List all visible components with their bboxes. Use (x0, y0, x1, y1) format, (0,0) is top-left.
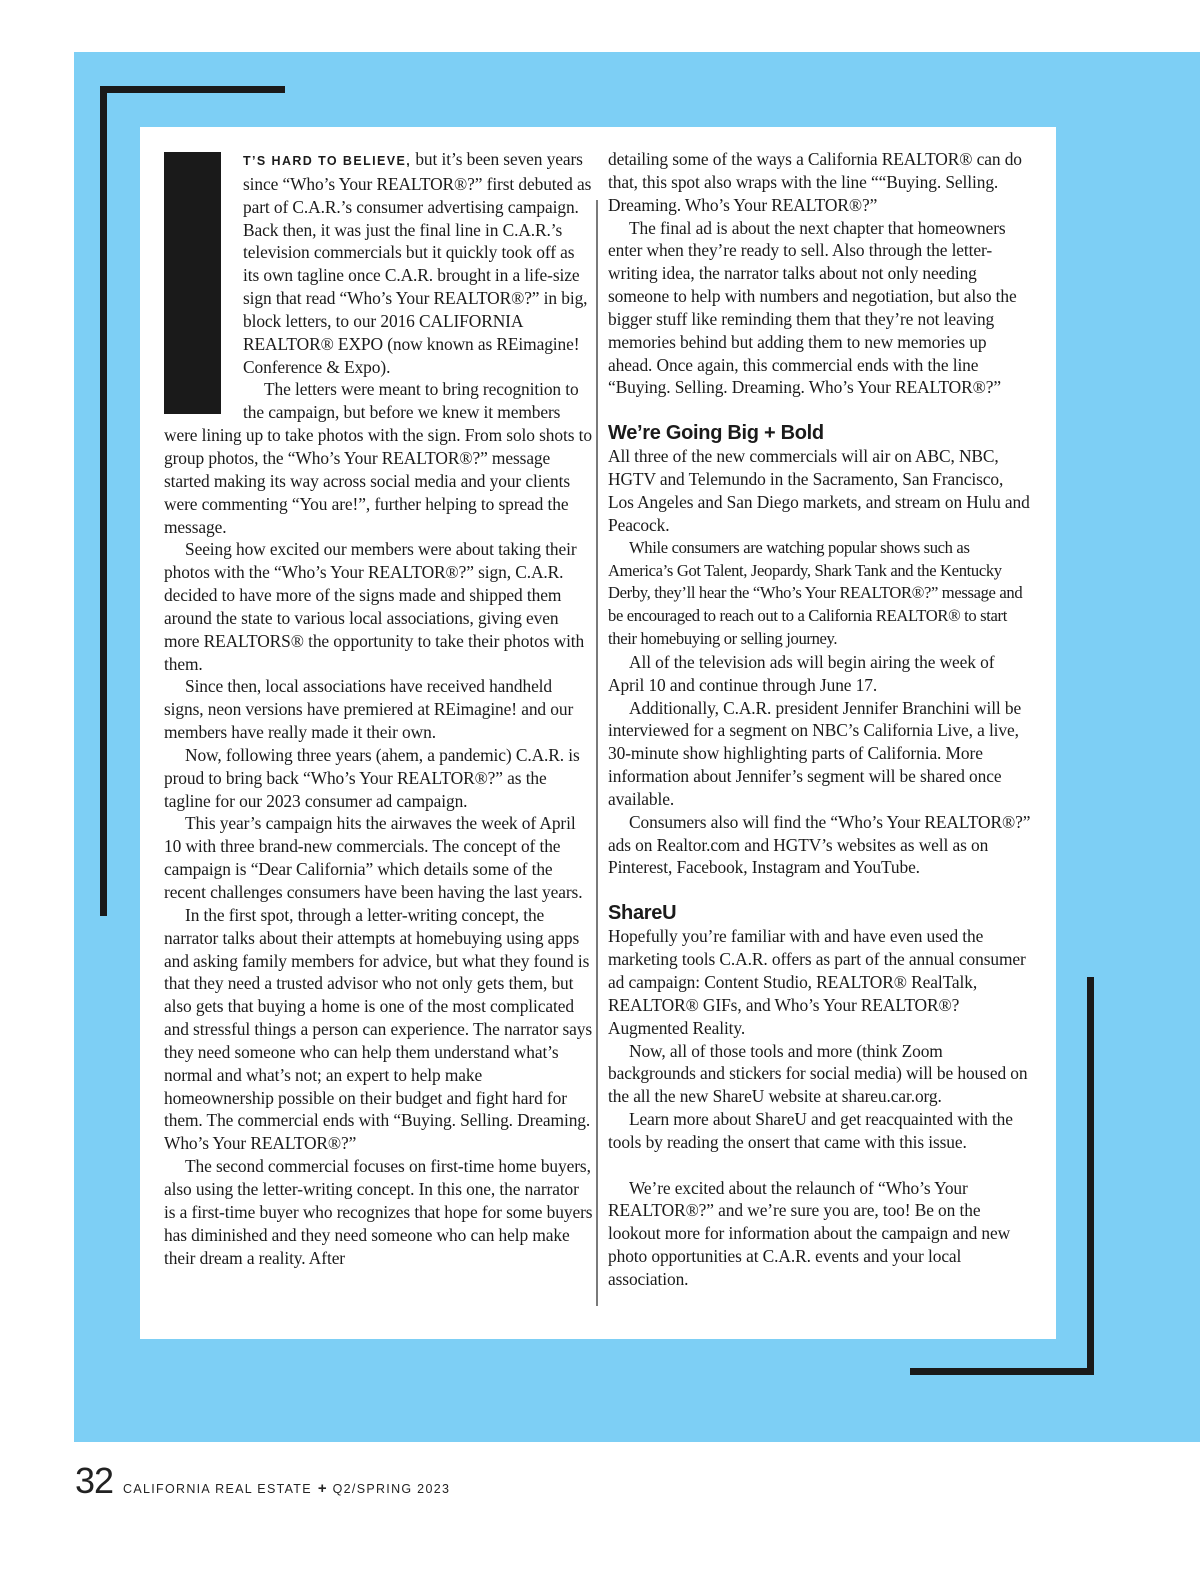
section-heading-shareu: ShareU (608, 902, 677, 925)
drop-cap-i (164, 152, 221, 414)
page-number: 32 (75, 1460, 114, 1501)
paragraph: The second commercial focuses on first-time home buyers, also using the letter-writing concept. In this one, the narrator is a first-time buyer who recognizes that hope for some buyers has diminished and they need someone who can help make their dream a reality. After (164, 1156, 593, 1268)
paragraph: Consumers also will find the “Who’s Your REALTOR®?” ads on Realtor.com and HGTV’s websites as well as on Pinterest, Facebook, Instagram and YouTube. (608, 811, 1031, 878)
paragraph: Seeing how excited our members were about taking their photos with the “Who’s Your REALTOR®?” sign, C.A.R. decided to have more of the signs made and shipped them around the state to various local associations, giving even more REALTORS® the opportunity to take their photos with them. (164, 539, 585, 674)
paragraph: Now, following three years (ahem, a pandemic) C.A.R. is proud to bring back “Who’s Your REALTOR®?” as the tagline for our 2023 consumer ad campaign. (164, 744, 580, 811)
lead-in: T’S HARD TO BELIEVE, (243, 154, 412, 168)
article-right-column (608, 148, 1033, 1291)
paragraph: While consumers are watching popular shows such as America’s Got Talent, Jeopardy, Shark Tank and the Kentucky Derby, they’ll hear the “Who’s Your REALTOR®?” message and be encouraged to reach out to a California REALTOR® to start their homebuying or selling journey. (608, 537, 1023, 649)
corner-bracket-top-left (100, 86, 285, 93)
section-heading-big-bold: We’re Going Big + Bold (608, 422, 824, 445)
paragraph: This year’s campaign hits the airwaves the week of April 10 with three brand-new commercials. The concept of the campaign is “Dear California” which details some of the recent challenges consumers have been having the last years. (164, 813, 583, 902)
paragraph: Learn more about ShareU and get reacquainted with the tools by reading the onsert that came with this issue. (608, 1109, 1013, 1152)
lead-paragraph (164, 148, 594, 378)
corner-bracket-bottom-right (910, 1368, 1094, 1375)
paragraph: detailing some of the ways a California REALTOR® can do that, this spot also wraps with the line ““Buying. Selling. Dreaming. Who’s Your REALTOR®?” (608, 149, 1022, 215)
paragraph: Hopefully you’re familiar with and have even used the marketing tools C.A.R. offers as part of the annual consumer ad campaign: Content Studio, REALTOR® RealTalk, REALTOR® GIFs, and Who’s Your REALTOR®? Augmented Reality. (608, 926, 1026, 1038)
issue-label: Q2/SPRING 2023 (332, 1482, 451, 1496)
paragraph: All of the television ads will begin airing the week of April 10 and continue through June 17. (608, 651, 995, 695)
paragraph: Since then, local associations have received handheld signs, neon versions have premiered at REimagine! and our members have really made it their own. (164, 676, 574, 743)
corner-bracket-bottom-right-vertical (1087, 977, 1094, 1375)
paragraph: In the first spot, through a letter-writing concept, the narrator talks about their attempts at homebuying using apps and asking family members for advice, but what they found is that they need a trusted advisor who not only gets them, but also gets that buying a home is one of the most complicated and stressful things a person can experience. The narrator says they need someone who can help them understand what’s normal and what’s not; an expert to help make homeownership possible on their budget and fight hard for them. The commercial ends with “Buying. Selling. Dreaming. Who’s Your REALTOR®?” (164, 904, 592, 1154)
publication-name: CALIFORNIA REAL ESTATE (123, 1482, 312, 1496)
paragraph: All three of the new commercials will air on ABC, NBC, HGTV and Telemundo in the Sacramento, San Francisco, Los Angeles and San Diego markets, and stream on Hulu and Peacock. (608, 446, 1030, 535)
closing-paragraph: We’re excited about the relaunch of “Who’s Your REALTOR®?” and we’re sure you are, too! Be on the lookout more for information about the campaign and new photo opportunities at C.A.R. events and your local association. (608, 1177, 1011, 1289)
paragraph: The final ad is about the next chapter that homeowners enter when they’re ready to sell. Also through the letter-writing idea, the narrator talks about not only needing someone to help with numbers and negotiation, but also the bigger stuff like reminding them that they’re not leaving memories behind but adding them to new memories up ahead. Once again, this commercial ends with the line “Buying. Selling. Dreaming. Who’s Your REALTOR®?” (608, 217, 1017, 398)
column-divider (596, 200, 598, 1306)
paragraph-text: but it’s been seven years since “Who’s Your REALTOR®?” first debuted as part of C.A.R.’s consumer advertising campaign. Back then, it was just the final line in C.A.R.’s television commercials but it quickly took off as its own tagline once C.A.R. brought in a life-size sign that read “Who’s Your REALTOR®?” in big, block letters, to our 2016 CALIFORNIA REALTOR® EXPO (now known as REimagine! Conference & Expo). (243, 149, 592, 377)
paragraph: Now, all of those tools and more (think Zoom backgrounds and stickers for social media) will be housed on the all the new ShareU website at shareu.car.org. (608, 1040, 1028, 1107)
plus-icon: + (317, 1480, 327, 1497)
corner-bracket-top-left-vertical (100, 86, 107, 916)
page-footer (75, 1460, 450, 1500)
paragraph: The letters were meant to bring recognition to the campaign, but before we knew it members were lining up to take photos with the sign. From solo shots to group photos, the “Who’s Your REALTOR®?” message started making its way across social media and your clients were commenting “You are!”, further helping to spread the message. (164, 379, 592, 537)
article-left-column (164, 148, 594, 1269)
paragraph: Additionally, C.A.R. president Jennifer Branchini will be interviewed for a segment on NBC’s California Live, a live, 30-minute show highlighting parts of California. More information about Jennifer’s segment will be shared once available. (608, 697, 1022, 809)
